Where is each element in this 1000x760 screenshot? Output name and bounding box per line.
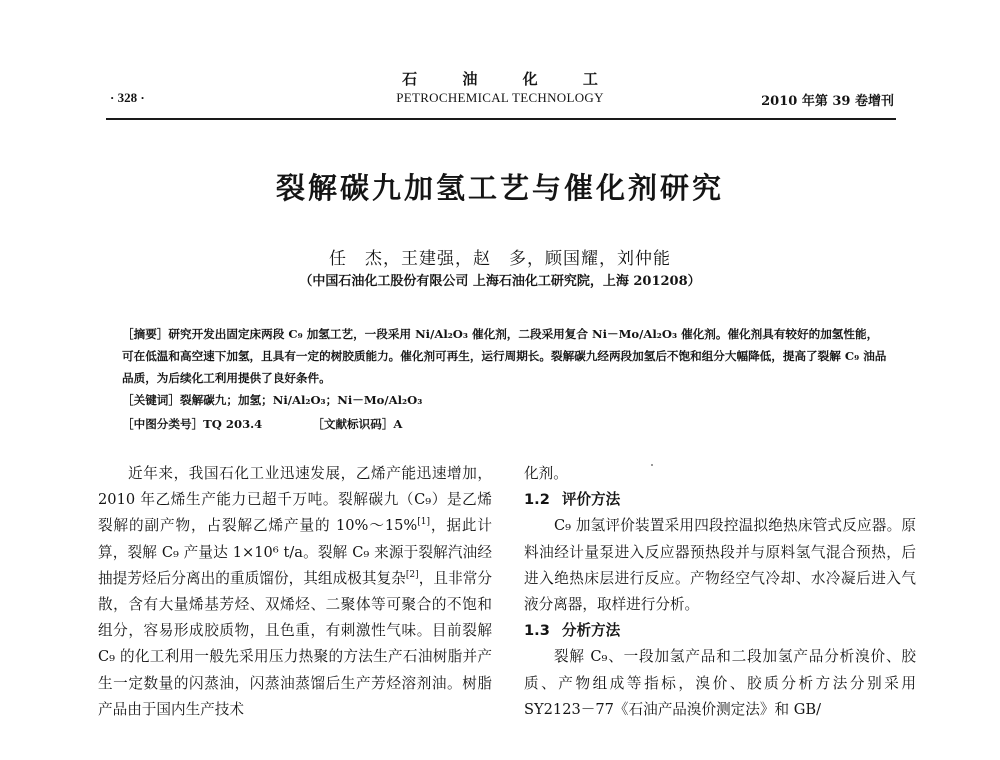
section-1-3-heading [524, 618, 916, 644]
left-text-1: 近年来，我国石化工业迅速发展，乙烯产能迅速增加，2010 年乙烯生产能力已超千万吨。裂解碳九（C₉）是乙烯裂解的副产物，占裂解乙烯产量的 10%～15% [98, 465, 492, 535]
section-1-3-number: 1.3 [524, 622, 550, 640]
abstract-text: 研究开发出固定床两段 C₉ 加氢工艺，一段采用 Ni/Al₂O₃ 催化剂，二段采用复合 Ni－Mo/Al₂O₃ 催化剂。催化剂具有较好的加氢性能，可在低温和高空速下加氢，且具有一定的树胶质能力。催化剂可再生，运行周期长。裂解碳九经两段加氢后不饱和组分大幅降低，提高了裂解 C₉ 油品品质，为后续化工利用提供了良好条件。 [122, 327, 887, 385]
journal-title-cn: 石 油 化 工 [402, 70, 618, 88]
section-1-3-title: 分析方法 [561, 622, 621, 640]
section-1-2-heading [524, 487, 916, 513]
journal-title-en: PETROCHEMICAL TECHNOLOGY [396, 90, 604, 105]
classification [122, 413, 888, 435]
body-left-column [98, 461, 492, 723]
keywords-label: ［关键词］ [122, 393, 180, 407]
left-text-3: ，且非常分散，含有大量烯基芳烃、双烯烃、二聚体等可聚合的不饱和组分，容易形成胶质物，且色重，有刺激性气味。目前裂解 C₉ 的化工利用一般先采用压力热聚的方法生产石油树脂并产生一定数量的闪蒸油，闪蒸油蒸馏后生产芳烃溶剂油。树脂产品由于国内生产技术 [98, 569, 492, 718]
authors: 任 杰，王建强，赵 多，顾国耀，刘仲能 [329, 249, 671, 269]
citation-1: [1] [417, 517, 430, 528]
abstract [122, 323, 888, 389]
affiliation: （中国石油化工股份有限公司 上海石油化工研究院，上海 201208） [299, 274, 701, 289]
issue-info: 2010 年第 39 卷增刊 [761, 94, 894, 109]
keywords-text: 裂解碳九；加氢；Ni/Al₂O₃；Ni－Mo/Al₂O₃ [179, 393, 423, 407]
section-1-2-title: 评价方法 [561, 491, 621, 509]
continued-text: 化剂。 [524, 465, 568, 482]
header-rule [106, 118, 896, 120]
clc-value: TQ 203.4 [203, 417, 263, 431]
page-number: · 328 · [110, 90, 145, 105]
clc-label: ［中图分类号］ [122, 417, 204, 431]
left-text-2: ，据此计算，裂解 C₉ 产量达 1×10⁶ t/a。裂解 C₉ 来源于裂解汽油经抽提芳烃后分离出的重质馏份，其组成极其复杂 [98, 517, 492, 587]
doc-code-value: A [393, 417, 403, 431]
section-1-3-text: 裂解 C₉、一段加氢产品和二段加氢产品分析溴价、胶质、产物组成等指标，溴价、胶质分析方法分别采用 SY2123－77《石油产品溴价测定法》和 GB/ [524, 648, 916, 718]
abstract-label: ［摘要］ [122, 327, 169, 341]
article-title: 裂解碳九加氢工艺与催化剂研究 [275, 171, 724, 205]
body-right-column [524, 461, 916, 723]
doc-code-label: ［文献标识码］ [312, 417, 394, 431]
section-1-2-number: 1.2 [524, 491, 550, 509]
section-1-2-text: C₉ 加氢评价装置采用四段控温拟绝热床管式反应器。原料油经计量泵进入反应器预热段并与原料氢气混合预热，后进入绝热床层进行反应。产物经空气冷却、水冷凝后进入气液分离器，取样进行分析。 [524, 517, 916, 614]
keywords [122, 389, 888, 411]
citation-2: [2] [405, 569, 419, 580]
